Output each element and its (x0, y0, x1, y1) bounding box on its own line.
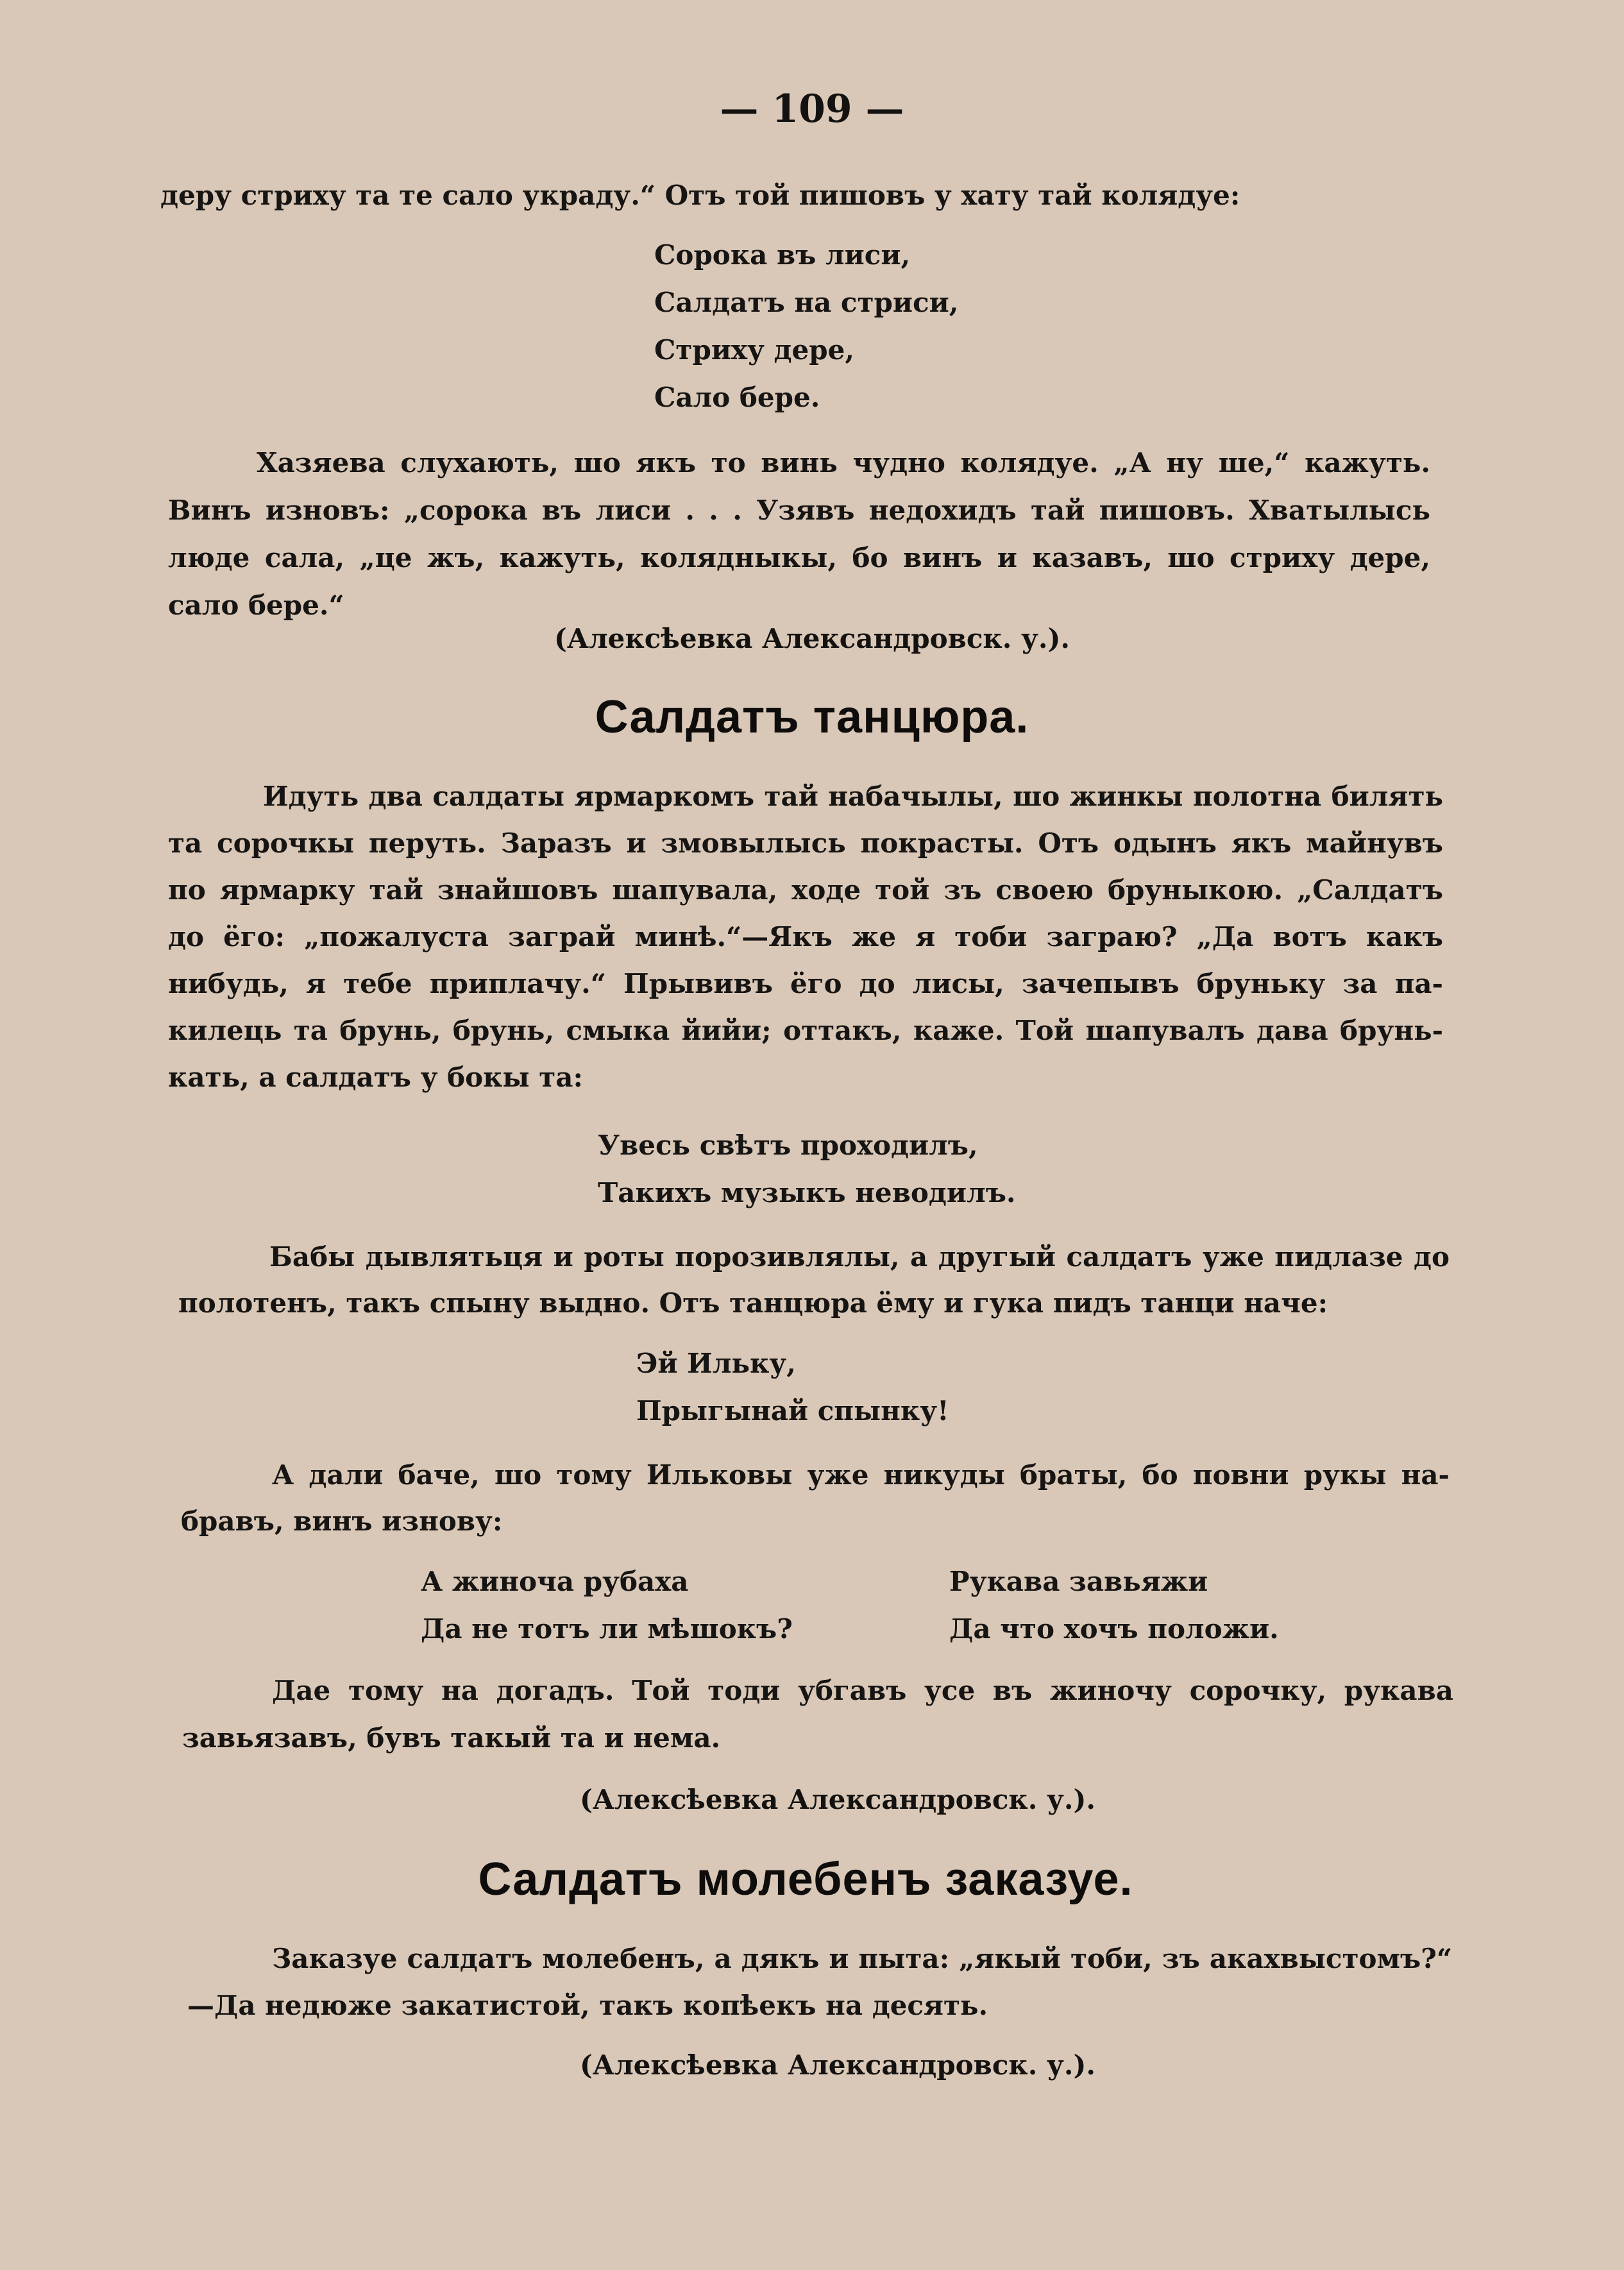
source-note: (Алексѣевка Александровск. у.). (579, 2049, 1096, 2081)
verse-line: Салдатъ на стриси, (654, 287, 959, 318)
paragraph-line: по ярмарку тай знайшовъ шапувала, ходе той зъ своею бруныкою. „Салдатъ (168, 874, 1443, 906)
paragraph-line: до ёго: „пожалуста заграй минѣ.“—Якъ же я тоби заграю? „Да вотъ какъ (168, 921, 1443, 953)
paragraph-line: кать, а салдатъ у бокы та: (168, 1062, 583, 1093)
source-note: (Алексѣевка Александровск. у.). (554, 623, 1070, 654)
paragraph-line: люде сала, „це жъ, кажуть, колядныкы, бо винъ и казавъ, шо стриху дере, (168, 542, 1430, 573)
paragraph-line: —Да недюже закатистой, такъ копѣекъ на десять. (187, 1990, 988, 2021)
paragraph-line: сало бере.“ (168, 589, 344, 621)
source-note: (Алексѣевка Александровск. у.). (579, 1784, 1096, 1815)
verse-line: Рукава завьяжи (949, 1566, 1208, 1597)
verse-line: Прыгынай спынку! (636, 1395, 949, 1427)
paragraph-line: килець та брунь, брунь, смыка йийи; оттакъ, каже. Той шапувалъ дава брунь- (168, 1015, 1443, 1046)
verse-line: А жиноча рубаха (421, 1566, 689, 1597)
paragraph-line: Бабы дывлятьця и роты порозивлялы, а другый салдатъ уже пидлазе до (269, 1241, 1450, 1273)
verse-line: Сорока въ лиси, (654, 239, 911, 271)
verse-line: Увесь свѣтъ проходилъ, (598, 1130, 978, 1161)
section-heading: Салдатъ молебенъ заказуе. (478, 1854, 1133, 1905)
verse-line: Да что хочъ положи. (949, 1613, 1279, 1645)
paragraph-line: Заказуе салдатъ молебенъ, а дякъ и пыта: „якый тоби, зъ акахвыстомъ?“ (272, 1943, 1452, 1974)
paragraph-line: Хазяева слухають, шо якъ то винь чудно колядуе. „А ну ше,“ кажуть. (257, 447, 1430, 479)
paragraph-line: бравъ, винъ изнову: (181, 1505, 503, 1537)
page-number: — 109 — (720, 87, 904, 131)
paragraph-line: нибудь, я тебе приплачу.“ Прывивъ ёго до лисы, зачепывъ бруньку за па- (168, 968, 1443, 999)
paragraph-line: та сорочкы перуть. Заразъ и змовылысь покрасты. Отъ одынъ якъ майнувъ (168, 827, 1443, 859)
paragraph-line: Дае тому на догадъ. Той тоди убгавъ усе въ жиночу сорочку, рукава (272, 1675, 1453, 1706)
paragraph-line: А дали баче, шо тому Ильковы уже никуды браты, бо повни рукы на- (272, 1459, 1450, 1491)
verse-line: Да не тотъ ли мѣшокъ? (421, 1613, 793, 1645)
paragraph-line: Идуть два салдаты ярмаркомъ тай набачылы, шо жинкы полотна билять (263, 781, 1443, 812)
section-heading: Салдатъ танцюра. (595, 691, 1029, 743)
verse-line: Стриху дере, (654, 334, 854, 366)
paragraph-line: завьязавъ, бувъ такый та и нема. (182, 1722, 721, 1754)
paragraph-line: полотенъ, такъ спыну выдно. Отъ танцюра ёму и гука пидъ танци наче: (178, 1287, 1328, 1319)
verse-line: Такихъ музыкъ неводилъ. (598, 1177, 1016, 1208)
paragraph-line: Винъ изновъ: „сорока въ лиси . . . Узявъ недохидъ тай пишовъ. Хватылысь (168, 495, 1430, 526)
verse-line: Сало бере. (654, 382, 820, 413)
verse-line: Эй Ильку, (636, 1348, 796, 1379)
paragraph-line: деру стриху та те сало украду.“ Отъ той пишовъ у хату тай колядуе: (160, 180, 1240, 211)
